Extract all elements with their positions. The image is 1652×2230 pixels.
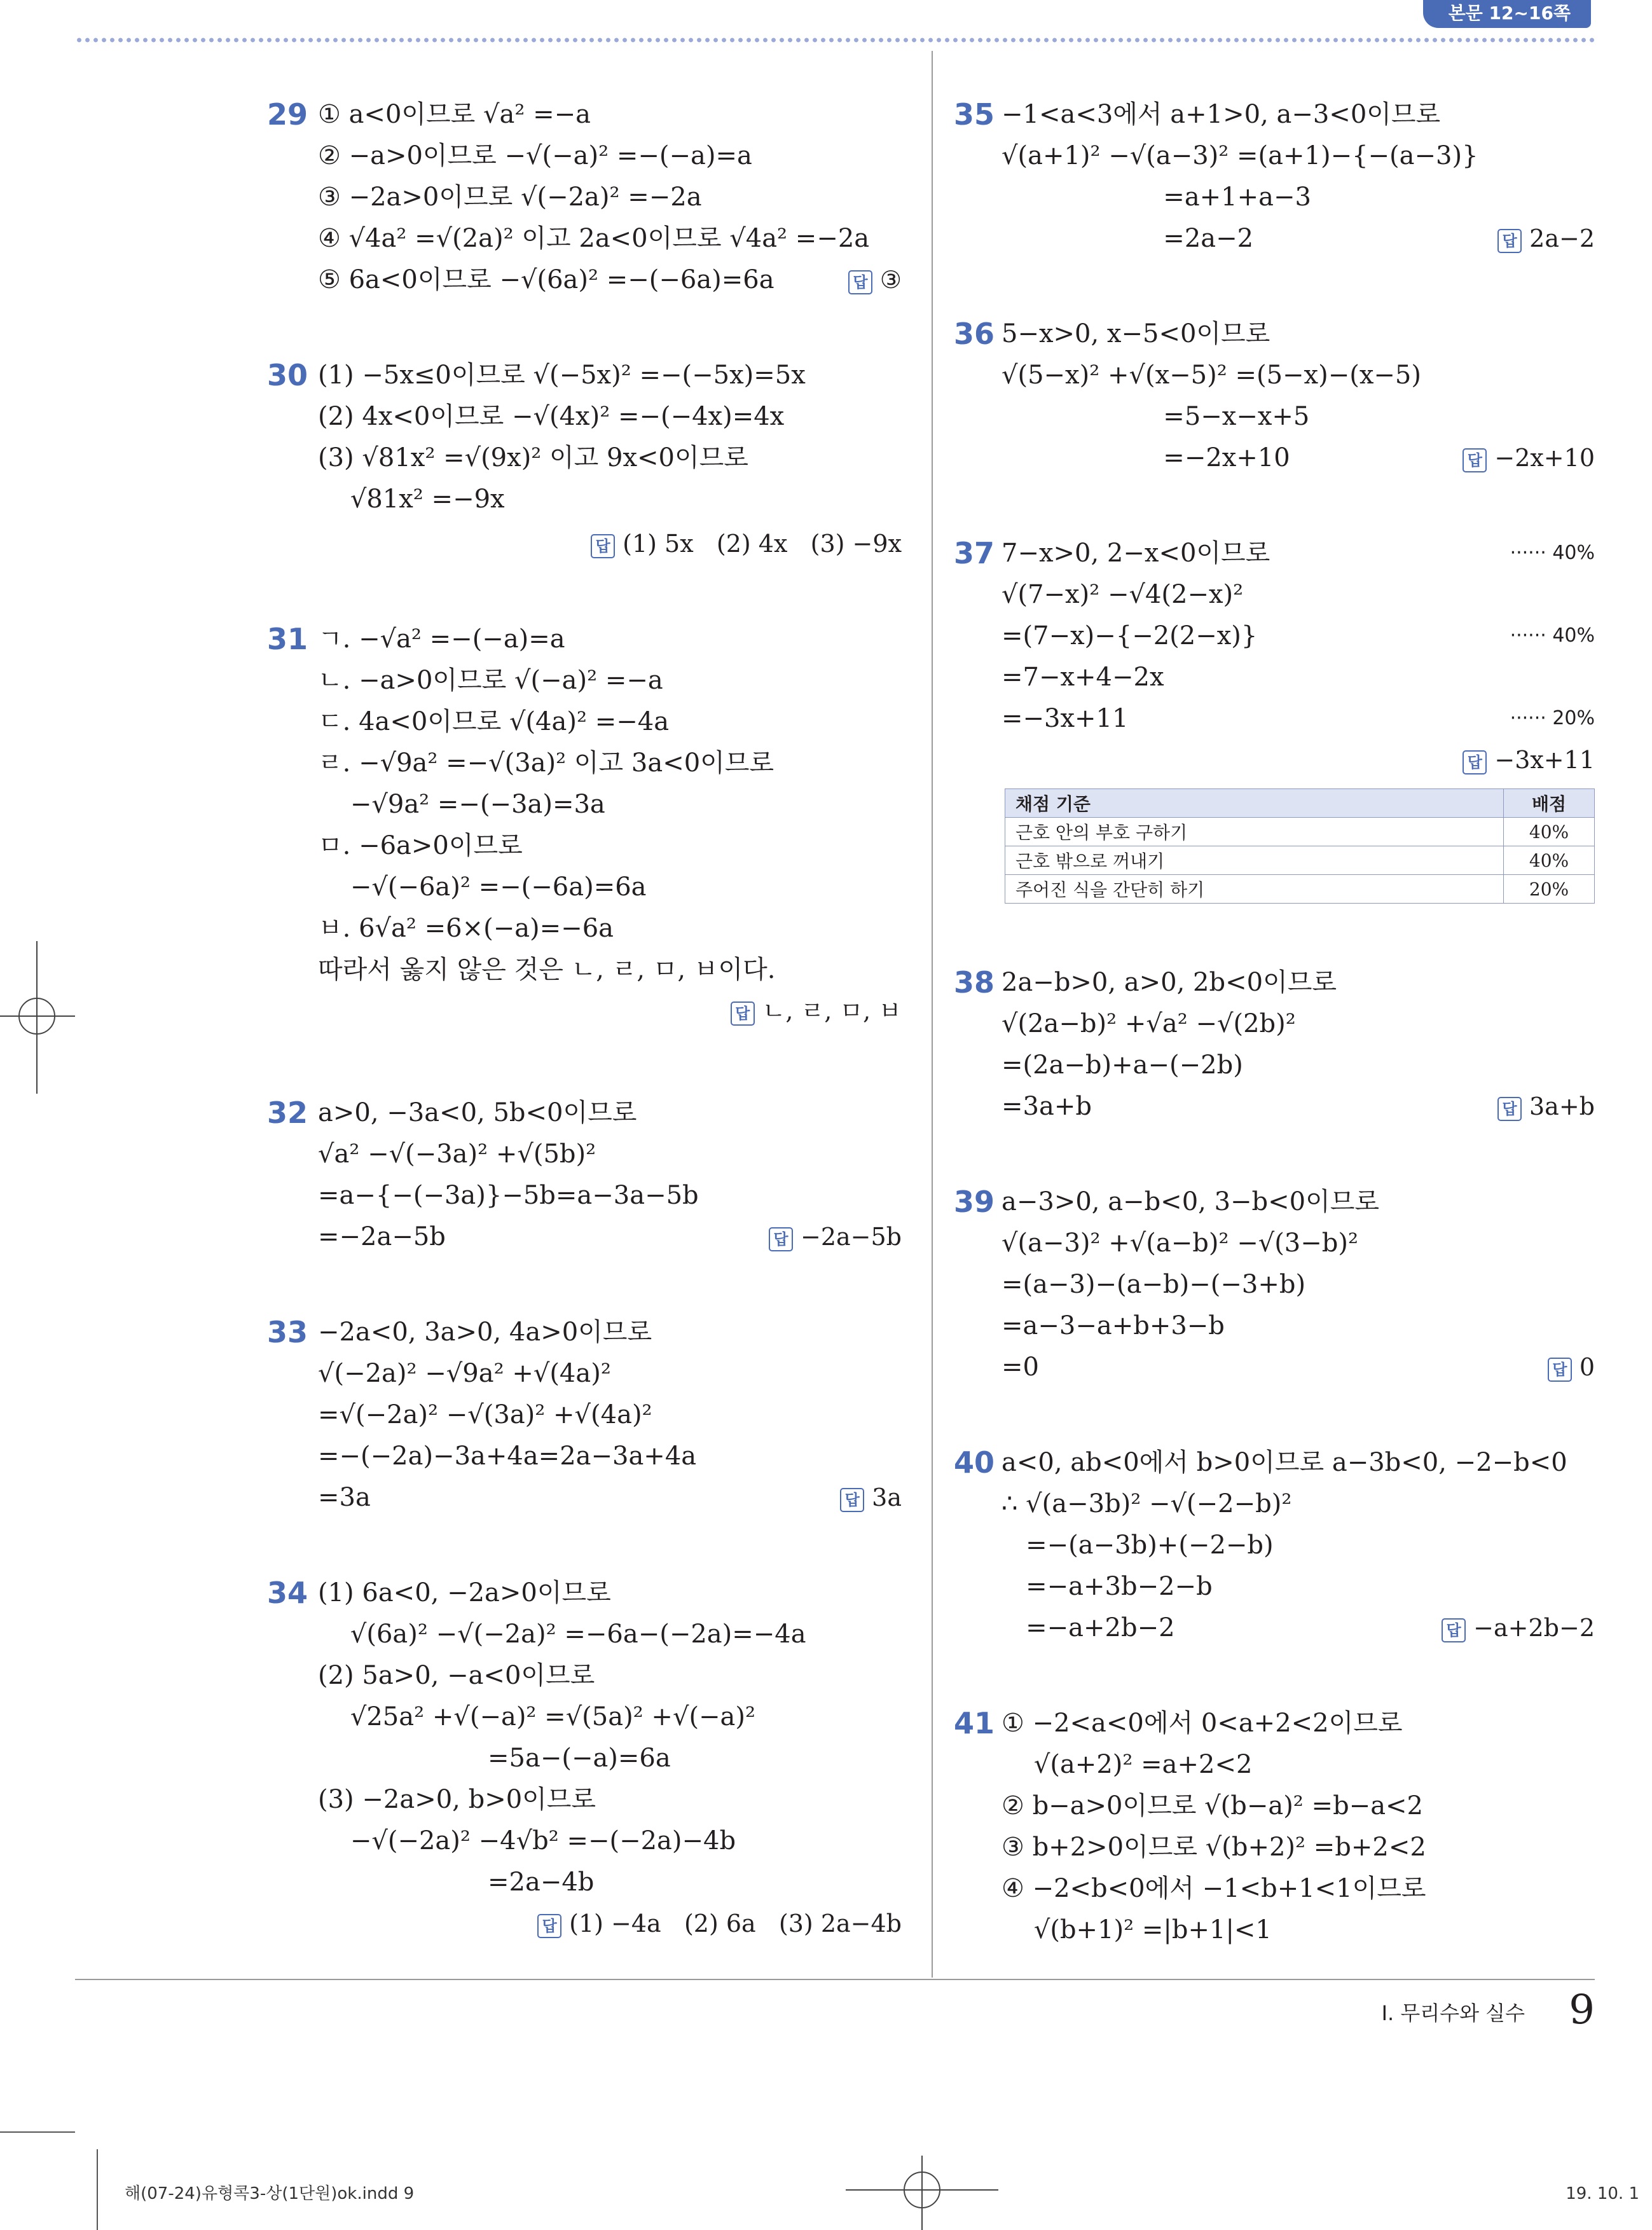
answer-badge: 답 <box>591 534 615 558</box>
solution-line: =2a−4b <box>318 1868 595 1897</box>
solution-line: ④ −2<b<0에서 −1<b+1<1이므로 <box>1002 1874 1426 1903</box>
problem-number: 39 <box>954 1185 995 1219</box>
solution-line: =3a+b <box>1002 1092 1092 1121</box>
solution-line: √(a+2)² =a+2<2 <box>1002 1750 1253 1779</box>
solution-line: ③ −2a>0이므로 √(−2a)² =−2a <box>318 182 702 212</box>
solution-line: =(2a−b)+a−(−2b) <box>1002 1050 1243 1080</box>
solution-line: =(7−x)−{−2(2−x)} <box>1002 621 1258 650</box>
problem-number: 38 <box>954 965 995 1000</box>
solution-line: (1) 6a<0, −2a>0이므로 <box>318 1578 611 1607</box>
solution-line: =a−{−(−3a)}−5b=a−3a−5b <box>318 1181 699 1210</box>
column-divider <box>932 51 933 1978</box>
solution-line: ③ b+2>0이므로 √(b+2)² =b+2<2 <box>1002 1833 1426 1862</box>
answer-text: 0 <box>1579 1353 1595 1381</box>
solution-line: −√(−2a)² −4√b² =−(−2a)−4b <box>318 1826 736 1855</box>
problem-number: 32 <box>267 1096 308 1130</box>
answer-badge: 답 <box>1497 1097 1522 1121</box>
problem-number: 35 <box>954 97 995 132</box>
answer-badge: 답 <box>1497 229 1522 253</box>
solution-line: ㅂ. 6√a² =6×(−a)=−6a <box>318 914 614 943</box>
solution-line: =2a−2 <box>1002 224 1254 253</box>
solution-line: ② b−a>0이므로 √(b−a)² =b−a<2 <box>1002 1791 1424 1820</box>
solution-line: √25a² +√(−a)² =√(5a)² +√(−a)² <box>318 1702 756 1731</box>
answer <box>1497 219 1595 258</box>
solution-line: ㅁ. −6a>0이므로 <box>318 831 523 860</box>
answer-text: 3a+b <box>1529 1092 1595 1120</box>
solution-line: −1<a<3에서 a+1>0, a−3<0이므로 <box>1002 100 1441 129</box>
solution-line: 5−x>0, x−5<0이므로 <box>1002 319 1270 348</box>
answer <box>848 261 902 299</box>
slug-file-name: 해(07-24)유형콕3-상(1단원)ok.indd 9 <box>125 2184 415 2203</box>
solution-line: (2) 5a>0, −a<0이므로 <box>318 1661 595 1690</box>
answer <box>1463 741 1595 779</box>
answer-text: (1) −4a (2) 6a (3) 2a−4b <box>569 1910 902 1937</box>
solution-line: 2a−b>0, a>0, 2b<0이므로 <box>1002 968 1337 997</box>
answer-badge: 답 <box>731 1001 755 1026</box>
solution-line: −√9a² =−(−3a)=3a <box>318 790 605 819</box>
solution-line: ⑤ 6a<0이므로 −√(6a)² =−(−6a)=6a <box>318 265 774 294</box>
solution-line: ㄱ. −√a² =−(−a)=a <box>318 624 565 654</box>
table-header-row <box>1005 789 1595 818</box>
solution-line: a−3>0, a−b<0, 3−b<0이므로 <box>1002 1187 1380 1216</box>
answer-badge: 답 <box>1442 1618 1466 1642</box>
solution-line: =−2a−5b <box>318 1222 446 1251</box>
solution-line: =5−x−x+5 <box>1002 402 1310 431</box>
solution-line: =−(−2a)−3a+4a=2a−3a+4a <box>318 1442 697 1471</box>
problem-number: 40 <box>954 1445 995 1480</box>
answer-text: ③ <box>879 266 902 294</box>
grading-criteria-table <box>1005 788 1595 904</box>
table-cell: 40% <box>1504 846 1595 875</box>
table-row <box>1005 818 1595 846</box>
problem-number: 36 <box>954 317 995 351</box>
solution-line: −√(−6a)² =−(−6a)=6a <box>318 872 647 902</box>
solution-line: √(2a−b)² +√a² −√(2b)² <box>1002 1009 1296 1038</box>
table-cell: 근호 밖으로 꺼내기 <box>1005 846 1504 875</box>
answer-badge: 답 <box>537 1914 561 1938</box>
table-cell: 20% <box>1504 875 1595 904</box>
solution-line: (3) √81x² =√(9x)² 이고 9x<0이므로 <box>318 443 748 472</box>
answer <box>1463 439 1595 477</box>
solution-line: a<0, ab<0에서 b>0이므로 a−3b<0, −2−b<0 <box>1002 1448 1567 1477</box>
problem-number: 37 <box>954 536 995 570</box>
score-percent: ······ 20% <box>1510 707 1595 729</box>
table-header-cell: 채점 기준 <box>1005 789 1504 818</box>
registration-mark-icon <box>846 2156 998 2230</box>
table-cell: 40% <box>1504 818 1595 846</box>
answer-badge: 답 <box>840 1488 864 1512</box>
solution-line: =5a−(−a)=6a <box>318 1744 671 1773</box>
answer-text: −2x+10 <box>1494 444 1595 472</box>
reference-page-tab: 본문 12~16쪽 <box>1423 0 1591 28</box>
solution-line: (1) −5x≤0이므로 √(−5x)² =−(−5x)=5x <box>318 361 806 390</box>
table-header-cell: 배점 <box>1504 789 1595 818</box>
solution-line: √a² −√(−3a)² +√(5b)² <box>318 1139 596 1169</box>
section-title: Ⅰ. 무리수와 실수 <box>1381 2001 1525 2025</box>
answer <box>769 1218 902 1256</box>
solution-line: √(a−3)² +√(a−b)² −√(3−b)² <box>1002 1229 1359 1258</box>
answer <box>591 525 902 563</box>
answer-badge: 답 <box>848 270 872 294</box>
solution-line: =7−x+4−2x <box>1002 663 1164 692</box>
problem-number: 41 <box>954 1706 995 1740</box>
table-cell: 주어진 식을 간단히 하기 <box>1005 875 1504 904</box>
solution-line: =−3x+11 <box>1002 704 1129 733</box>
solution-line: =√(−2a)² −√(3a)² +√(4a)² <box>318 1400 652 1429</box>
solution-line: ㄷ. 4a<0이므로 √(4a)² =−4a <box>318 707 670 736</box>
solution-line: ㄴ. −a>0이므로 √(−a)² =−a <box>318 666 663 695</box>
score-percent: ······ 40% <box>1510 542 1595 564</box>
problem-number: 34 <box>267 1576 308 1610</box>
answer <box>1442 1609 1595 1647</box>
answer-badge: 답 <box>1548 1358 1572 1382</box>
answer-text: (1) 5x (2) 4x (3) −9x <box>623 530 902 558</box>
solution-line: =a+1+a−3 <box>1002 182 1311 212</box>
solution-line: =3a <box>318 1483 371 1512</box>
solution-line: (2) 4x<0이므로 −√(4x)² =−(−4x)=4x <box>318 402 785 431</box>
solution-line: ② −a>0이므로 −√(−a)² =−(−a)=a <box>318 141 752 170</box>
registration-mark-icon <box>0 941 76 1094</box>
score-percent: ······ 40% <box>1510 624 1595 647</box>
header-dotted-rule <box>75 36 1595 45</box>
answer-text: 2a−2 <box>1529 224 1595 252</box>
table-row <box>1005 846 1595 875</box>
table-cell: 근호 안의 부호 구하기 <box>1005 818 1504 846</box>
solution-line: (3) −2a>0, b>0이므로 <box>318 1785 596 1814</box>
solution-line: a>0, −3a<0, 5b<0이므로 <box>318 1098 637 1127</box>
solution-line: ∴ √(a−3b)² −√(−2−b)² <box>1002 1489 1292 1518</box>
solution-line: =−2x+10 <box>1002 443 1290 472</box>
answer-text: −3x+11 <box>1494 746 1595 774</box>
table-row <box>1005 875 1595 904</box>
page-number: 9 <box>1569 1986 1595 2034</box>
solution-line: 따라서 옳지 않은 것은 ㄴ, ㄹ, ㅁ, ㅂ이다. <box>318 955 776 984</box>
solution-line: √(7−x)² −√4(2−x)² <box>1002 580 1244 609</box>
solution-line: √(−2a)² −√9a² +√(4a)² <box>318 1359 611 1388</box>
trim-mark <box>0 2131 75 2133</box>
solution-line: √81x² =−9x <box>318 485 505 514</box>
answer-text: ㄴ, ㄹ, ㅁ, ㅂ <box>762 997 902 1025</box>
answer-text: −a+2b−2 <box>1473 1614 1595 1642</box>
answer-badge: 답 <box>769 1227 793 1251</box>
solution-line: √(b+1)² =|b+1|<1 <box>1002 1915 1272 1944</box>
solution-line: √(6a)² −√(−2a)² =−6a−(−2a)=−4a <box>318 1620 806 1649</box>
slug-date: 19. 10. 1 <box>1566 2184 1639 2203</box>
trim-mark <box>97 2149 98 2230</box>
problem-number: 30 <box>267 358 308 392</box>
solution-line: ④ √4a² =√(2a)² 이고 2a<0이므로 √4a² =−2a <box>318 224 870 253</box>
answer-text: 3a <box>872 1483 902 1511</box>
solution-line: =−a+2b−2 <box>1002 1613 1175 1642</box>
solution-line: =−a+3b−2−b <box>1002 1572 1213 1601</box>
answer-badge: 답 <box>1463 448 1487 472</box>
solution-line: =0 <box>1002 1352 1039 1382</box>
solution-line: =a−3−a+b+3−b <box>1002 1311 1225 1340</box>
answer <box>840 1478 902 1517</box>
solution-line: √(5−x)² +√(x−5)² =(5−x)−(x−5) <box>1002 361 1421 390</box>
solution-line: √(a+1)² −√(a−3)² =(a+1)−{−(a−3)} <box>1002 141 1478 170</box>
answer <box>1548 1348 1595 1386</box>
solution-line: =−(a−3b)+(−2−b) <box>1002 1531 1274 1560</box>
answer-text: −2a−5b <box>800 1223 902 1251</box>
problem-number: 29 <box>267 97 308 132</box>
solution-line: =(a−3)−(a−b)−(−3+b) <box>1002 1270 1306 1299</box>
answer <box>731 992 902 1030</box>
solution-line: −2a<0, 3a>0, 4a>0이므로 <box>318 1318 652 1347</box>
solution-line: ㄹ. −√9a² =−√(3a)² 이고 3a<0이므로 <box>318 748 774 778</box>
answer <box>537 1904 902 1943</box>
solution-line: ① −2<a<0에서 0<a+2<2이므로 <box>1002 1709 1403 1738</box>
answer-badge: 답 <box>1463 750 1487 774</box>
footer-rule <box>75 1979 1595 1980</box>
solution-line: ① a<0이므로 √a² =−a <box>318 100 591 129</box>
problem-number: 31 <box>267 622 308 656</box>
answer <box>1497 1087 1595 1125</box>
problem-number: 33 <box>267 1315 308 1349</box>
solution-line: 7−x>0, 2−x<0이므로 <box>1002 539 1270 568</box>
